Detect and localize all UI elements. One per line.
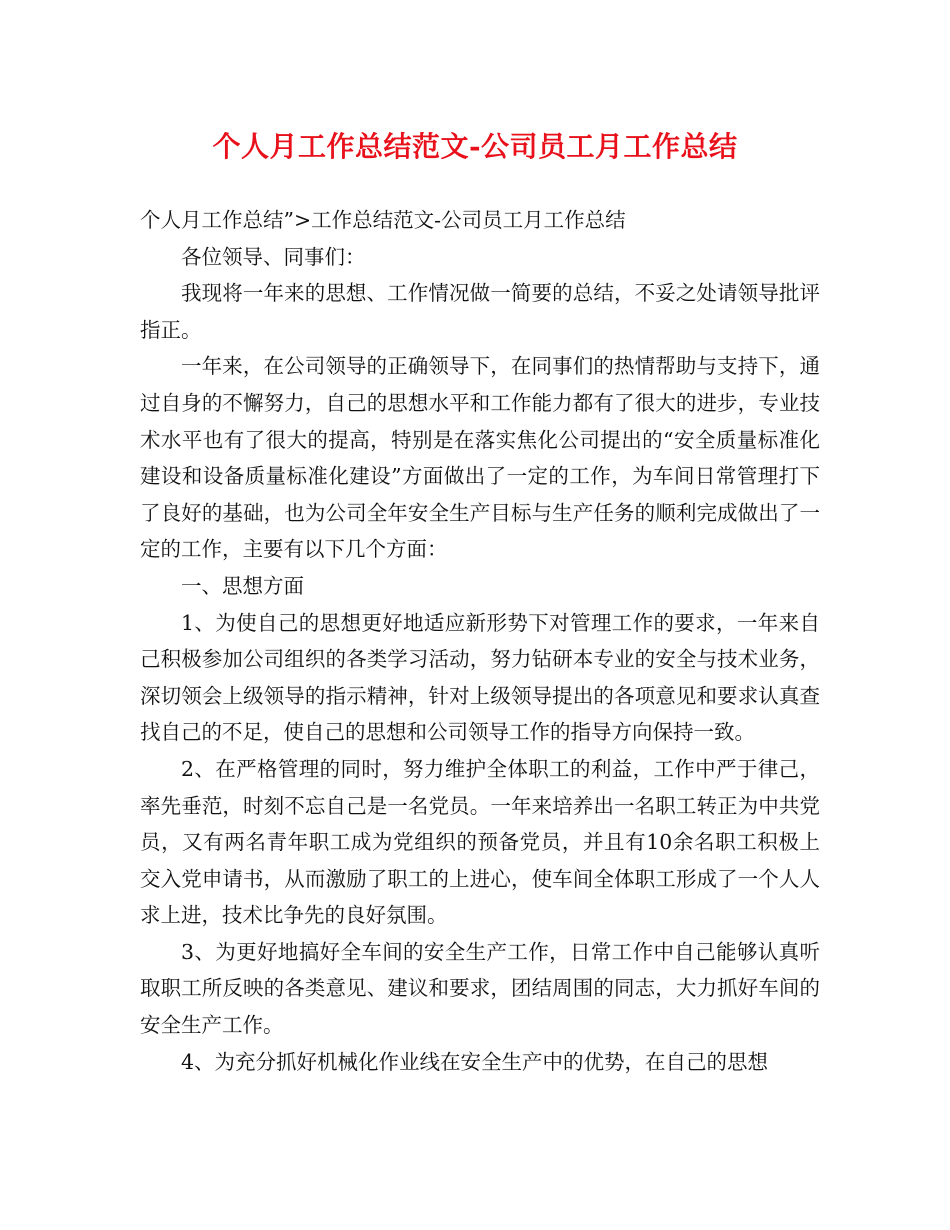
- document-body: [140, 202, 820, 1080]
- item-3-paragraph: 3、为更好地搞好全车间的安全生产工作，日常工作中自己能够认真听取职工所反映的各类意见、建议和要求，团结周围的同志，大力抓好车间的安全生产工作。: [140, 939, 820, 1038]
- item-4-paragraph: 4、为充分抓好机械化作业线在安全生产中的优势，在自己的思想: [181, 1049, 769, 1074]
- item-1-paragraph: 1、为使自己的思想更好地适应新形势下对管理工作的要求，一年来自己积极参加公司组织的各类学习活动，努力钻研本专业的安全与技术业务，深切领会上级领导的指示精神，针对上级领导提出的各项意见和要求认真查找自己的不足，使自己的思想和公司领导工作的指导方向保持一致。: [140, 610, 820, 745]
- intro-paragraph: 我现将一年来的思想、工作情况做一简要的总结，不妥之处请领导批评指正。: [140, 281, 820, 342]
- overview-paragraph: 一年来，在公司领导的正确领导下，在同事们的热情帮助与支持下，通过自身的不懈努力，自己的思想水平和工作能力都有了很大的进步，专业技术水平也有了很大的提高，特别是在落实焦化公司提出的“安全质量标准化建设和设备质量标准化建设”方面做出了一定的工作，为车间日常管理打下了良好的基础，也为公司全年安全生产目标与生产任务的顺利完成做出了一定的工作，主要有以下几个方面：: [140, 354, 820, 562]
- breadcrumb-line: 个人月工作总结”>工作总结范文-公司员工月工作总结: [140, 208, 626, 232]
- salutation: 各位领导、同事们：: [181, 244, 366, 269]
- document-title: 个人月工作总结范文-公司员工月工作总结: [212, 130, 738, 163]
- item-2-paragraph: 2、在严格管理的同时，努力维护全体职工的利益，工作中严于律己，率先垂范，时刻不忘自己是一名党员。一年来培养出一名职工转正为中共党员，又有两名青年职工成为党组织的预备党员，并且有10余名职工积极上交入党申请书，从而激励了职工的上进心，使车间全体职工形成了一个人人求上进，技术比争先的良好氛围。: [140, 756, 820, 928]
- section-heading-thought: 一、思想方面: [181, 573, 304, 598]
